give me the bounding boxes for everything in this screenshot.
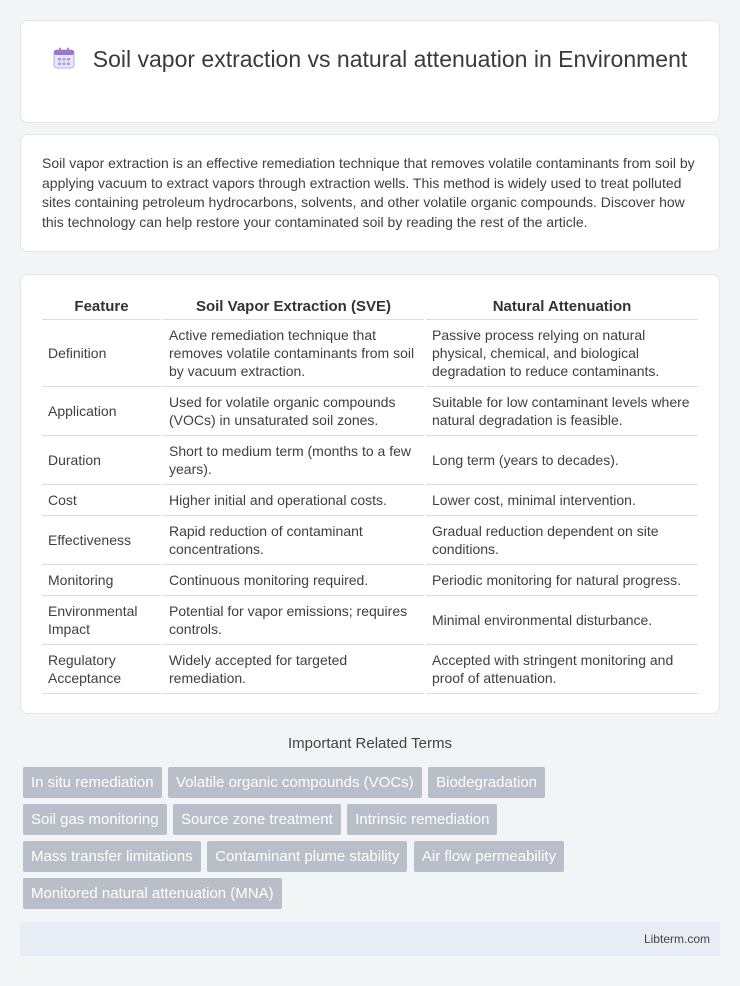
term-tag[interactable]: Biodegradation (428, 767, 545, 798)
term-tag[interactable]: In situ remediation (23, 767, 162, 798)
term-tag[interactable]: Intrinsic remediation (347, 804, 497, 835)
intro-paragraph: Soil vapor extraction is an effective remediation technique that removes volatile contaminants from soil by applying vacuum to extract vapors through extraction wells. This method is widely used to treat polluted sites containing petroleum hydrocarbons, solvents, and other volatile organic compounds. Discover how this technology can help restore your contaminated soil by reading the rest of the article. (42, 155, 695, 230)
row-feature: Application (42, 386, 162, 435)
table-header-row (42, 294, 698, 319)
row-sve: Potential for vapor emissions; requires controls. (162, 595, 425, 644)
term-tag[interactable]: Contaminant plume stability (207, 841, 407, 872)
row-feature: Monitoring (42, 564, 162, 595)
header-natural-attenuation: Natural Attenuation (425, 294, 698, 319)
table-row (42, 484, 698, 515)
header-sve: Soil Vapor Extraction (SVE) (162, 294, 425, 319)
table-row (42, 595, 698, 644)
row-feature: Duration (42, 435, 162, 484)
row-sve: Higher initial and operational costs. (162, 484, 425, 515)
page-title: Soil vapor extraction vs natural attenuation in Environment (92, 46, 688, 72)
row-na: Gradual reduction dependent on site conditions. (425, 515, 698, 564)
comparison-table (42, 294, 698, 694)
title-card (20, 20, 720, 123)
footer (20, 922, 720, 956)
row-sve: Rapid reduction of contaminant concentrations. (162, 515, 425, 564)
comparison-card (20, 274, 720, 714)
page-title-block (21, 45, 719, 74)
row-feature: Environmental Impact (42, 595, 162, 644)
row-na: Minimal environmental disturbance. (425, 595, 698, 644)
row-sve: Used for volatile organic compounds (VOCs) in unsaturated soil zones. (162, 386, 425, 435)
term-tag[interactable]: Air flow permeability (414, 841, 564, 872)
row-na: Passive process relying on natural physical, chemical, and biological degradation to reduce contaminants. (425, 319, 698, 386)
row-na: Lower cost, minimal intervention. (425, 484, 698, 515)
term-tag[interactable]: Source zone treatment (173, 804, 341, 835)
row-na: Long term (years to decades). (425, 435, 698, 484)
calendar-icon (53, 47, 75, 69)
table-row (42, 515, 698, 564)
term-tag[interactable]: Mass transfer limitations (23, 841, 201, 872)
header-feature: Feature (42, 294, 162, 319)
row-feature: Cost (42, 484, 162, 515)
related-terms-title: Important Related Terms (288, 735, 452, 752)
table-row (42, 644, 698, 693)
table-row (42, 564, 698, 595)
row-feature: Effectiveness (42, 515, 162, 564)
row-sve: Widely accepted for targeted remediation. (162, 644, 425, 693)
row-na: Periodic monitoring for natural progress. (425, 564, 698, 595)
row-sve: Continuous monitoring required. (162, 564, 425, 595)
row-feature: Definition (42, 319, 162, 386)
related-terms-list (23, 767, 663, 915)
table-row (42, 319, 698, 386)
row-sve: Active remediation technique that removes volatile contaminants from soil by vacuum extraction. (162, 319, 425, 386)
term-tag[interactable]: Monitored natural attenuation (MNA) (23, 878, 282, 909)
row-sve: Short to medium term (months to a few years). (162, 435, 425, 484)
table-row (42, 386, 698, 435)
footer-site-link[interactable]: Libterm.com (643, 932, 710, 946)
term-tag[interactable]: Soil gas monitoring (23, 804, 167, 835)
intro-card (20, 134, 720, 252)
term-tag[interactable]: Volatile organic compounds (VOCs) (168, 767, 422, 798)
row-na: Accepted with stringent monitoring and proof of attenuation. (425, 644, 698, 693)
row-feature: Regulatory Acceptance (42, 644, 162, 693)
table-row (42, 435, 698, 484)
row-na: Suitable for low contaminant levels where natural degradation is feasible. (425, 386, 698, 435)
